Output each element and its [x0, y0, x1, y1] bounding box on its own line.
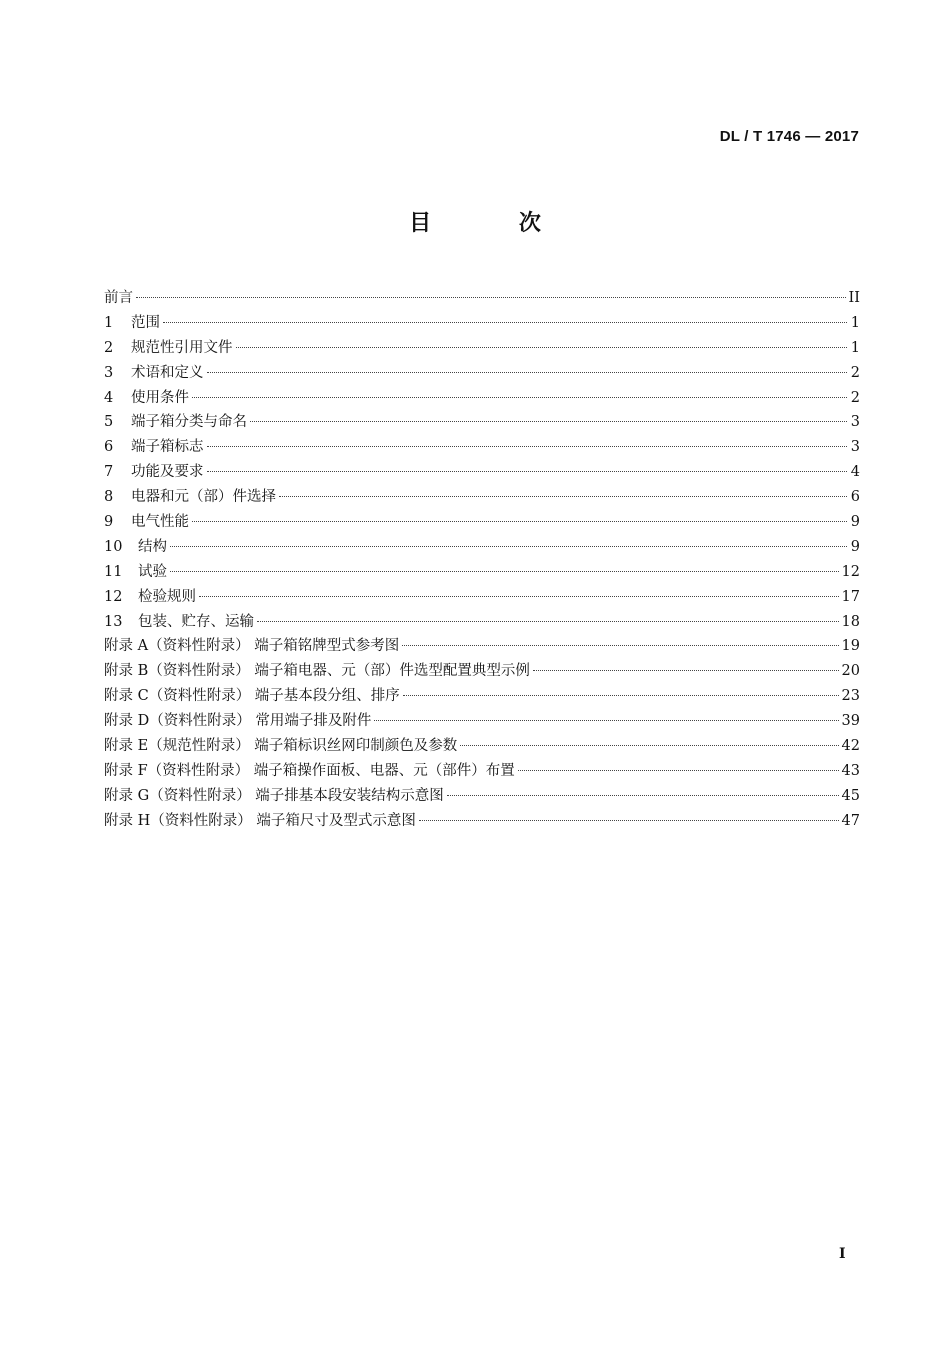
toc-entry-label: 范围: [131, 314, 160, 331]
toc-entry[interactable]: [104, 809, 860, 834]
toc-entry[interactable]: [104, 336, 860, 361]
toc-entry-number: 1: [104, 314, 114, 331]
dot-leader: [136, 296, 846, 298]
toc-entry[interactable]: [104, 435, 860, 460]
toc-entry[interactable]: [104, 560, 860, 585]
toc-entry-label: 端子箱分类与命名: [131, 414, 247, 431]
toc-entry-label: 附录 D（资料性附录） 常用端子排及附件: [104, 713, 372, 730]
dot-leader: [170, 545, 847, 547]
toc-entry-page: 19: [841, 638, 860, 655]
toc-entry[interactable]: [104, 684, 860, 709]
toc-entry[interactable]: [104, 361, 860, 386]
toc-entry-label: 试验: [138, 563, 167, 580]
toc-entry[interactable]: [104, 784, 860, 809]
toc-entry[interactable]: [104, 286, 860, 311]
toc-entry-label: 端子箱标志: [131, 439, 204, 456]
dot-leader: [207, 470, 848, 472]
toc-entry[interactable]: [104, 734, 860, 759]
toc-entry-number: 10: [104, 538, 123, 555]
toc-entry-page: 6: [850, 489, 860, 506]
toc-entry[interactable]: [104, 460, 860, 485]
toc-entry-page: 18: [841, 613, 860, 630]
dot-leader: [533, 669, 839, 671]
toc-entry[interactable]: [104, 386, 860, 411]
toc-entry[interactable]: [104, 610, 860, 635]
toc-entry-number: 6: [104, 439, 114, 456]
dot-leader: [163, 321, 847, 323]
toc-entry-label: 包装、贮存、运输: [138, 613, 254, 630]
toc-entry-label: 前言: [104, 290, 133, 306]
toc-entry-page: II: [848, 290, 860, 306]
dot-leader: [236, 346, 848, 348]
toc-entry-label: 功能及要求: [131, 464, 204, 481]
toc-entry[interactable]: [104, 585, 860, 610]
toc-entry-number: 4: [104, 389, 114, 406]
toc-entry-number: 5: [104, 414, 114, 431]
toc-entry-page: 20: [841, 663, 860, 680]
dot-leader: [207, 445, 848, 447]
toc-entry[interactable]: [104, 535, 860, 560]
toc-entry-label: 附录 G（资料性附录） 端子排基本段安装结构示意图: [104, 787, 444, 804]
toc-entry-page: 45: [841, 787, 860, 804]
toc-entry-label: 附录 E（规范性附录） 端子箱标识丝网印制颜色及参数: [104, 738, 458, 755]
toc-entry-page: 23: [841, 688, 860, 705]
page-title: 目 次: [409, 211, 581, 236]
toc-entry-number: 11: [104, 563, 123, 580]
toc-entry-number: 9: [104, 514, 114, 531]
toc-entry-label: 附录 A（资料性附录） 端子箱铭牌型式参考图: [104, 638, 400, 655]
toc-entry-label: 结构: [138, 538, 167, 555]
toc-entry-page: 43: [841, 762, 860, 779]
toc-entry-label: 电器和元（部）件选择: [131, 489, 276, 506]
toc-entry-page: 12: [841, 563, 860, 580]
toc-entry-number: 2: [104, 339, 114, 356]
toc-entry-label: 附录 C（资料性附录） 端子基本段分组、排序: [104, 688, 400, 705]
dot-leader: [199, 595, 839, 597]
toc-entry-page: 2: [850, 364, 860, 381]
toc-entry-page: 2: [850, 389, 860, 406]
dot-leader: [192, 396, 847, 398]
toc-entry-label: 附录 B（资料性附录） 端子箱电器、元（部）件选型配置典型示例: [104, 663, 530, 680]
toc-entry-label: 附录 H（资料性附录） 端子箱尺寸及型式示意图: [104, 812, 416, 829]
dot-leader: [518, 769, 839, 771]
toc-entry-label: 规范性引用文件: [131, 339, 233, 356]
toc-entry[interactable]: [104, 659, 860, 684]
document-code: DL / T 1746 — 2017: [719, 128, 859, 145]
toc-entry-page: 42: [841, 738, 860, 755]
table-of-contents: [104, 286, 860, 834]
toc-entry-page: 9: [850, 514, 860, 531]
toc-entry[interactable]: [104, 634, 860, 659]
toc-entry[interactable]: [104, 709, 860, 734]
dot-leader: [250, 420, 847, 422]
toc-entry-number: 13: [104, 613, 123, 630]
toc-entry[interactable]: [104, 410, 860, 435]
toc-entry-page: 39: [841, 713, 860, 730]
toc-entry[interactable]: [104, 510, 860, 535]
dot-leader: [207, 371, 848, 373]
dot-leader: [447, 794, 839, 796]
dot-leader: [374, 719, 838, 721]
toc-entry-label: 术语和定义: [131, 364, 204, 381]
toc-entry-page: 3: [850, 439, 860, 456]
page-number: I: [839, 1246, 846, 1262]
toc-entry-label: 电气性能: [131, 514, 189, 531]
toc-entry-number: 8: [104, 489, 114, 506]
toc-entry-page: 17: [841, 588, 860, 605]
toc-entry-number: 12: [104, 588, 123, 605]
toc-entry-page: 47: [841, 812, 860, 829]
dot-leader: [170, 570, 839, 572]
dot-leader: [403, 694, 839, 696]
toc-entry-number: 7: [104, 464, 114, 481]
toc-entry-page: 1: [850, 339, 860, 356]
dot-leader: [402, 644, 838, 646]
dot-leader: [460, 744, 838, 746]
dot-leader: [279, 495, 847, 497]
toc-entry-number: 3: [104, 364, 114, 381]
toc-entry[interactable]: [104, 759, 860, 784]
toc-entry-label: 使用条件: [131, 389, 189, 406]
dot-leader: [192, 520, 847, 522]
toc-entry-label: 附录 F（资料性附录） 端子箱操作面板、电器、元（部件）布置: [104, 762, 515, 779]
toc-entry-page: 4: [850, 464, 860, 481]
toc-entry-page: 9: [850, 538, 860, 555]
toc-entry-page: 1: [850, 314, 860, 331]
toc-entry-page: 3: [850, 414, 860, 431]
dot-leader: [257, 620, 839, 622]
toc-entry-label: 检验规则: [138, 588, 196, 605]
dot-leader: [419, 819, 839, 821]
toc-entry[interactable]: [104, 485, 860, 510]
toc-entry[interactable]: [104, 311, 860, 336]
